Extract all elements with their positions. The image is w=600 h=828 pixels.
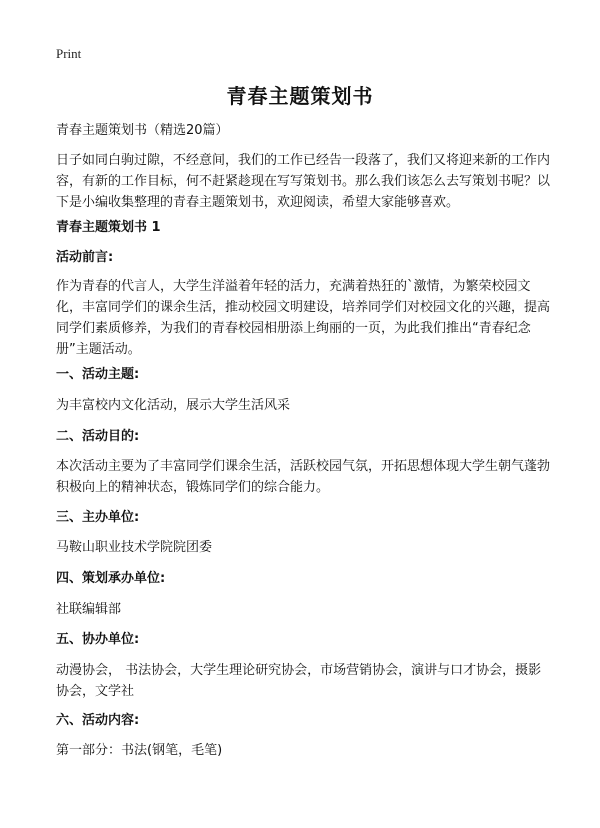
host-paragraph: 马鞍山职业技术学院院团委 [56,540,213,555]
intro-paragraph: 日子如同白驹过隙，不经意间，我们的工作已经告一段落了，我们又将迎来新的工作内容，有新的工作目标，何不赶紧趁现在写写策划书。那么我们该怎么去写策划书呢？以下是小编收集整理的青春主题策划书，欢迎阅读，希望大家能够喜欢。 [56,153,551,210]
organizer-paragraph: 社联编辑部 [56,602,122,617]
print-link[interactable]: Print [56,46,82,61]
host-heading: 三、主办单位: [56,510,140,525]
content-paragraph: 第一部分：书法(钢笔，毛笔) [56,743,223,758]
content-heading: 六、活动内容: [56,713,140,728]
organizer-heading: 四、策划承办单位: [56,571,166,586]
theme-heading: 一、活动主题: [56,367,140,382]
purpose-paragraph: 本次活动主要为了丰富同学们课余生活，活跃校园气氛，开拓思想体现大学生朝气蓬勃积极向上的精神状态，锻炼同学们的综合能力。 [56,459,551,495]
coorganizer-paragraph: 动漫协会， 书法协会，大学生理论研究协会，市场营销协会，演讲与口才协会，摄影协会，文学社 [56,663,542,699]
theme-paragraph: 为丰富校内文化活动，展示大学生活风采 [56,398,291,413]
page-title: 青春主题策划书 [226,84,374,108]
preface-heading: 活动前言: [56,250,114,265]
coorganizer-heading: 五、协办单位: [56,632,140,647]
document-subtitle: 青春主题策划书（精选20篇） [56,123,229,138]
section-title: 青春主题策划书 1 [56,220,161,235]
purpose-heading: 二、活动目的: [56,429,140,444]
preface-paragraph: 作为青春的代言人，大学生洋溢着年轻的活力，充满着热狂的`激情，为繁荣校园文化，丰富同学们的课余生活，推动校园文明建设，培养同学们对校园文化的兴趣，提高同学们素质修养，为我们的青春校园相册添上绚丽的一页，为此我们推出“青春纪念册”主题活动。 [56,279,551,357]
